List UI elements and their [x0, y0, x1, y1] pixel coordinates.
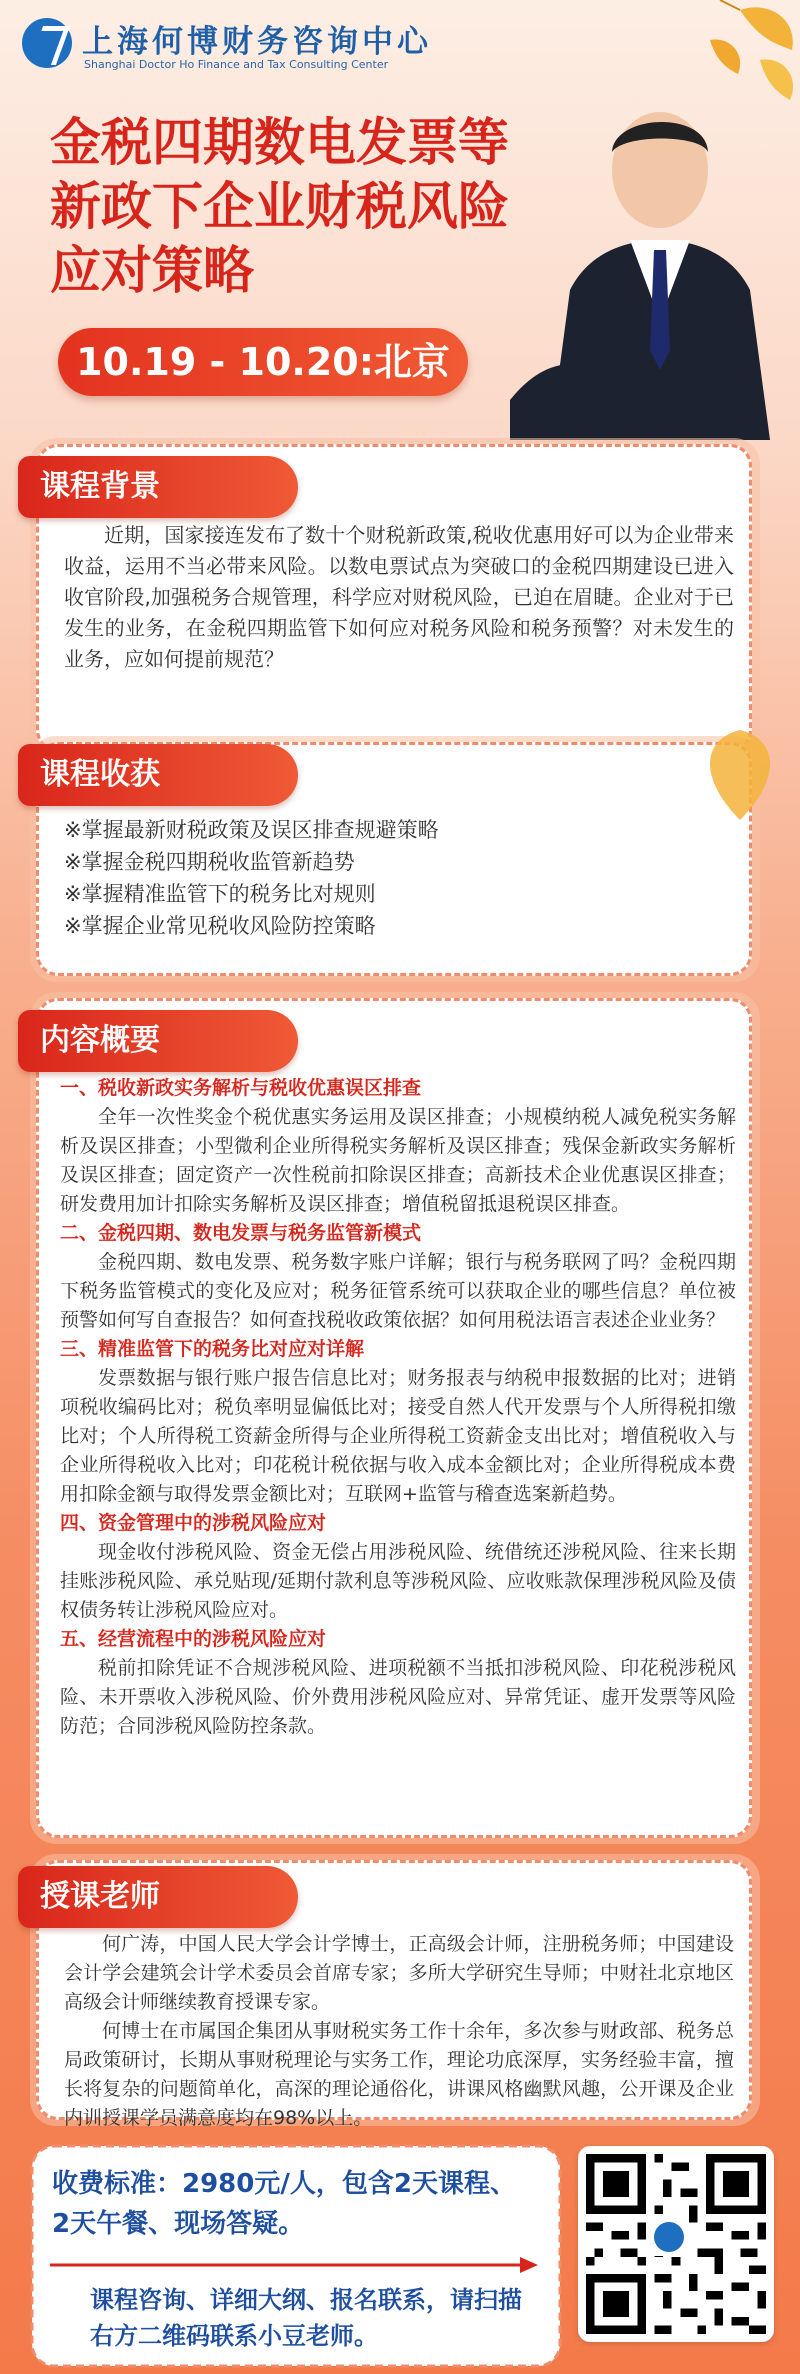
gains-title: 课程收获 — [18, 744, 298, 806]
qr-logo-icon — [648, 2216, 688, 2256]
section-body: 发票数据与银行账户报告信息比对；财务报表与纳税申报数据的比对；进销项税收编码比对；税负率明显偏低比对；接受自然人代开发票与个人所得税扣缴比对；个人所得税工资薪金所得与企业所得税工资薪金支出比对；增值税收入与企业所得税收入比对；印花税计税依据与收入成本金额比对；企业所得税成本费用扣除金额与取得发票金额比对；互联网+监管与稽查选案新趋势。 — [60, 1367, 736, 1505]
outline-section — [60, 1074, 736, 1219]
section-body: 现金收付涉税风险、资金无偿占用涉税风险、统借统还涉税风险、往来长期挂账涉税风险、承兑贴现/延期付款利息等涉税风险、应收账款保理涉税风险及债权债务转让涉税风险应对。 — [60, 1541, 736, 1621]
section-heading: 四、资金管理中的涉税风险应对 — [60, 1512, 327, 1534]
section-body: 全年一次性奖金个税优惠实务运用及误区排查；小规模纳税人减免税实务解析及误区排查；小型微利企业所得税实务解析及误区排查；残保金新政实务解析及误区排查；固定资产一次性税前扣除误区排查；高新技术企业优惠误区排查；研发费用加计扣除实务解析及误区排查；增值税留抵退税误区排查。 — [60, 1106, 736, 1215]
list-item: ※掌握企业常见税收风险防控策略 — [64, 914, 376, 938]
background-title: 课程背景 — [18, 456, 298, 518]
outline-title: 内容概要 — [18, 1010, 298, 1072]
section-heading: 一、税收新政实务解析与税收优惠误区排查 — [60, 1077, 422, 1099]
outline-content — [60, 1074, 736, 1741]
list-item: ※掌握最新财税政策及误区排查规避策略 — [64, 818, 439, 842]
outline-section — [60, 1625, 736, 1741]
teacher-paragraph: 何博士在市属国企集团从事财税实务工作十余年，多次参与财政部、税务总局政策研讨，长期从事财税理论与实务工作，理论功底深厚，实务经验丰富，擅长将复杂的问题简单化，高深的理论通俗化，讲课风格幽默风趣，公开课及企业内训授课学员满意度均在98%以上。 — [64, 2020, 734, 2129]
title-line: 金税四期数电发票等 — [50, 114, 510, 173]
section-body: 金税四期、数电发票、税务数字账户详解；银行与税务联网了吗？金税四期下税务监管模式的变化及应对；税务征管系统可以获取企业的哪些信息？单位被预警如何写自查报告？如何查找税收政策依据？如何用税法语言表述企业业务？ — [60, 1251, 736, 1331]
outline-section — [60, 1509, 736, 1625]
teacher-portrait-icon — [510, 100, 780, 440]
teacher-paragraph: 何广涛，中国人民大学会计学博士，正高级会计师，注册税务师；中国建设会计学会建筑会计学术委员会首席专家；多所大学研究生导师；中财社北京地区高级会计师继续教育授课专家。 — [64, 1933, 734, 2013]
ginkgo-leaf-icon — [690, 720, 790, 830]
org-name-cn: 上海何博财务咨询中心 — [82, 24, 432, 60]
date-badge: 10.19 - 10.20:北京 — [58, 328, 468, 396]
background-text — [64, 520, 734, 675]
logo-icon — [22, 18, 72, 68]
section-heading: 二、金税四期、数电发票与税务监管新模式 — [60, 1222, 422, 1244]
title-line: 新政下企业财税风险 — [50, 178, 510, 237]
gains-list — [64, 814, 734, 942]
background-paragraph: 近期，国家接连发布了数十个财税新政策,税收优惠用好可以为企业带来收益，运用不当必带来风险。以数电票试点为突破口的金税四期建设已进入收官阶段,加强税务合规管理，科学应对财税风险，已迫在眉睫。企业对于已发生的业务，在金税四期监管下如何应对税务风险和税务预警？对未发生的业务，应如何提前规范？ — [64, 523, 734, 671]
consult-text: 课程咨询、详细大纲、报名联系，请扫描右方二维码联系小豆老师。 — [90, 2286, 522, 2350]
teacher-text — [64, 1930, 734, 2133]
title-line: 应对策略 — [50, 242, 255, 301]
section-heading: 五、经营流程中的涉税风险应对 — [60, 1628, 327, 1650]
section-heading: 三、精准监管下的税务比对应对详解 — [60, 1338, 365, 1360]
org-name-en: Shanghai Doctor Ho Finance and Tax Consulting Center — [84, 58, 389, 71]
outline-section — [60, 1219, 736, 1335]
list-item: ※掌握金税四期税收监管新趋势 — [64, 850, 355, 874]
arrow-icon — [50, 2254, 540, 2276]
qr-code[interactable] — [578, 2146, 774, 2342]
teacher-title: 授课老师 — [18, 1866, 298, 1928]
section-body: 税前扣除凭证不合规涉税风险、进项税额不当抵扣涉税风险、印花税涉税风险、未开票收入涉税风险、价外费用涉税风险应对、异常凭证、虚开发票等风险防范；合同涉税风险防控条款。 — [60, 1657, 736, 1737]
page-title — [50, 112, 570, 304]
outline-section — [60, 1335, 736, 1509]
fee-text: 收费标准：2980元/人，包含2天课程、2天午餐、现场答疑。 — [52, 2169, 516, 2239]
list-item: ※掌握精准监管下的税务比对规则 — [64, 882, 376, 906]
